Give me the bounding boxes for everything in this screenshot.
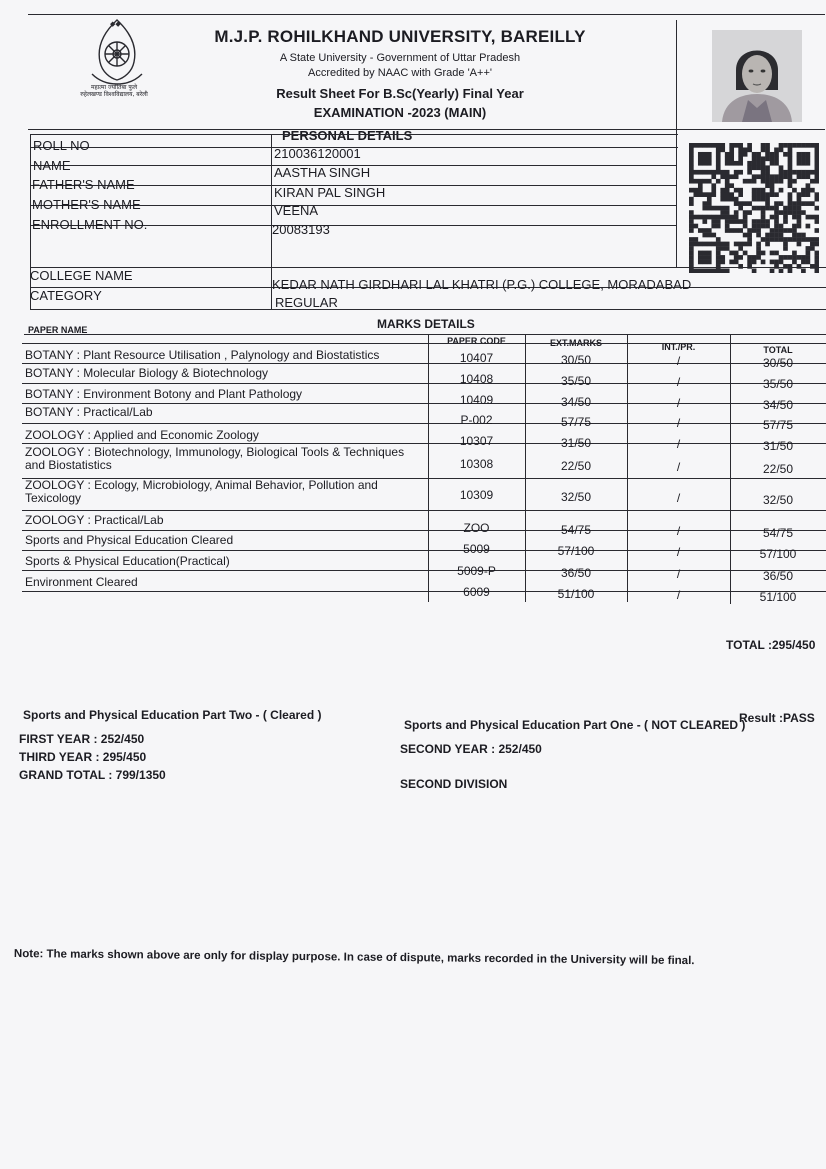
student-photo xyxy=(712,30,802,122)
col-total: TOTAL xyxy=(763,345,793,355)
total-marks: 57/75 xyxy=(762,418,794,432)
sports-part-two: Sports and Physical Education Part Two - ( Cleared ) xyxy=(23,708,322,722)
category-label: CATEGORY xyxy=(30,288,102,303)
int-marks: / xyxy=(676,375,681,389)
paper-name: Environment Cleared xyxy=(25,575,138,589)
int-marks: / xyxy=(676,524,681,538)
paper-name: Sports & Physical Education(Practical) xyxy=(25,554,230,568)
total-marks: 34/50 xyxy=(762,398,794,412)
paper-name: ZOOLOGY : Practical/Lab xyxy=(25,513,164,527)
father-name-value: KIRAN PAL SINGH xyxy=(274,185,386,200)
mother-name-label: MOTHER'S NAME xyxy=(32,197,141,212)
paper-name: BOTANY : Plant Resource Utilisation , Palynology and Biostatistics xyxy=(25,348,380,362)
first-year-marks: FIRST YEAR : 252/450 xyxy=(19,732,145,746)
int-marks: / xyxy=(676,545,681,559)
ext-marks: 35/50 xyxy=(560,374,592,388)
marks-grand-total: TOTAL :295/450 xyxy=(726,638,816,652)
int-marks: / xyxy=(676,416,681,430)
total-marks: 32/50 xyxy=(762,493,794,507)
result-sheet-title: Result Sheet For B.Sc(Yearly) Final Year xyxy=(276,86,524,101)
ext-marks: 32/50 xyxy=(560,490,592,504)
college-name-label: COLLEGE NAME xyxy=(30,268,133,283)
roll-no-value: 210036120001 xyxy=(274,146,361,161)
college-name-value: KEDAR NATH GIRDHARI LAL KHATRI (P.G.) COLLEGE, MORADABAD xyxy=(272,277,692,292)
int-marks: / xyxy=(676,460,681,474)
name-value: AASTHA SINGH xyxy=(274,165,371,180)
total-marks: 30/50 xyxy=(762,356,794,370)
int-marks: / xyxy=(676,437,681,451)
division: SECOND DIVISION xyxy=(400,777,508,791)
paper-code: 6009 xyxy=(463,585,490,599)
ext-marks: 51/100 xyxy=(557,587,595,601)
paper-code: 5009 xyxy=(463,542,490,556)
total-marks: 31/50 xyxy=(762,439,794,453)
ext-marks: 31/50 xyxy=(560,436,592,450)
paper-code: P-002 xyxy=(460,413,493,427)
col-ext-marks: EXT.MARKS xyxy=(549,338,602,348)
total-marks: 54/75 xyxy=(762,526,794,540)
ext-marks: 34/50 xyxy=(560,395,592,409)
paper-name: ZOOLOGY : Biotechnology, Immunology, Biological Tools & Techniques and Biostatistics xyxy=(25,445,405,472)
int-marks: / xyxy=(676,354,681,368)
col-paper-code: PAPER CODE xyxy=(447,336,506,346)
paper-name: BOTANY : Molecular Biology & Biotechnology xyxy=(25,366,269,380)
father-name-label: FATHER'S NAME xyxy=(32,177,135,192)
paper-code: 10409 xyxy=(459,393,494,407)
total-marks: 57/100 xyxy=(759,547,797,561)
paper-name: ZOOLOGY : Ecology, Microbiology, Animal Behavior, Pollution and Texicology xyxy=(25,478,378,505)
col-paper-name: PAPER NAME xyxy=(28,325,88,335)
logo-caption-line-1: महात्मा ज्योतिबा फुले xyxy=(90,84,138,91)
grand-total: GRAND TOTAL : 799/1350 xyxy=(19,768,166,782)
category-value: REGULAR xyxy=(275,295,338,310)
paper-code: ZOO xyxy=(463,521,490,535)
sports-part-one: Sports and Physical Education Part One - ( NOT CLEARED ) xyxy=(404,718,746,732)
enrollment-label: ENROLLMENT NO. xyxy=(32,217,148,232)
svg-text:◆◆: ◆◆ xyxy=(110,20,121,28)
total-marks: 22/50 xyxy=(762,462,794,476)
paper-code: 10307 xyxy=(459,434,494,448)
result-status: Result :PASS xyxy=(739,711,815,725)
row-divider xyxy=(22,343,826,344)
total-marks: 36/50 xyxy=(762,569,794,583)
mother-name-value: VEENA xyxy=(274,203,319,218)
ext-marks: 54/75 xyxy=(560,523,592,537)
enrollment-value: 20083193 xyxy=(272,222,330,237)
ext-marks: 57/75 xyxy=(560,415,592,429)
paper-name: BOTANY : Practical/Lab xyxy=(25,405,153,419)
ext-marks: 30/50 xyxy=(560,353,592,367)
marks-details-heading: MARKS DETAILS xyxy=(377,317,475,331)
second-year-marks: SECOND YEAR : 252/450 xyxy=(400,742,542,756)
paper-code: 5009-P xyxy=(457,564,496,578)
qr-code xyxy=(689,143,819,273)
col-int-pr: INT./PR. xyxy=(661,342,696,352)
personal-details-heading: PERSONAL DETAILS xyxy=(282,128,413,143)
ext-marks: 36/50 xyxy=(560,566,592,580)
total-marks: 35/50 xyxy=(762,377,794,391)
int-marks: / xyxy=(676,588,681,602)
logo-caption-line-2: रुहेलखण्ड विश्वविद्यालय, बरेली xyxy=(80,91,148,98)
int-marks: / xyxy=(676,491,681,505)
logo-caption-hindi xyxy=(60,84,168,98)
ext-marks: 57/100 xyxy=(557,544,595,558)
paper-code: 10309 xyxy=(459,488,494,502)
disclaimer-note: Note: The marks shown above are only for display purpose. In case of dispute, marks recorded in the University will be final. xyxy=(13,948,695,968)
paper-name: BOTANY : Environment Botony and Plant Pathology xyxy=(25,387,303,401)
name-label: NAME xyxy=(33,158,71,173)
paper-name: Sports and Physical Education Cleared xyxy=(25,533,234,547)
paper-code: 10407 xyxy=(459,351,494,365)
int-marks: / xyxy=(676,396,681,410)
roll-no-label: ROLL NO xyxy=(33,138,90,153)
accreditation-text: Accredited by NAAC with Grade 'A++' xyxy=(308,67,492,79)
paper-name: ZOOLOGY : Applied and Economic Zoology xyxy=(25,428,259,442)
ext-marks: 22/50 xyxy=(560,459,592,473)
examination-title: EXAMINATION -2023 (MAIN) xyxy=(313,105,487,120)
university-name: M.J.P. ROHILKHAND UNIVERSITY, BAREILLY xyxy=(214,27,586,46)
paper-code: 10308 xyxy=(459,457,494,471)
university-subtitle: A State University - Government of Uttar Pradesh xyxy=(279,52,521,64)
int-marks: / xyxy=(676,567,681,581)
row-divider xyxy=(22,510,826,511)
third-year-marks: THIRD YEAR : 295/450 xyxy=(19,750,147,764)
total-marks: 51/100 xyxy=(759,590,797,604)
paper-code: 10408 xyxy=(459,372,494,386)
